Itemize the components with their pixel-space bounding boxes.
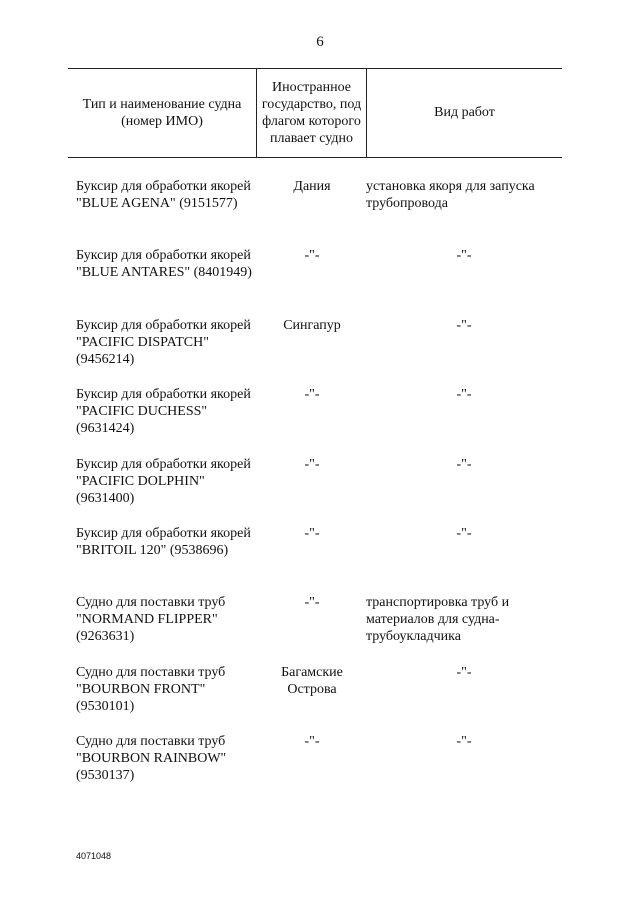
work-cell: -"- bbox=[456, 387, 472, 402]
flag-cell: -"- bbox=[304, 734, 320, 749]
header-work-type: Вид работ bbox=[434, 105, 495, 120]
work-cell: -"- bbox=[456, 734, 472, 749]
vessel-cell: Судно для поставки труб "NORMAND FLIPPER" (9263631) bbox=[76, 595, 226, 644]
flag-cell: -"- bbox=[304, 457, 320, 472]
vessel-cell: Буксир для обработки якорей "BLUE ANTARES" (8401949) bbox=[76, 248, 252, 280]
flag-cell: -"- bbox=[304, 595, 320, 610]
vessel-cell: Судно для поставки труб "BOURBON RAINBOW" (9530137) bbox=[76, 734, 227, 783]
work-cell: -"- bbox=[456, 526, 472, 541]
flag-cell: Дания bbox=[293, 179, 331, 194]
work-cell: установка якоря для запуска трубопровода bbox=[366, 179, 535, 211]
flag-cell: Сингапур bbox=[283, 318, 341, 333]
document-code: 4071048 bbox=[76, 851, 112, 861]
vessel-cell: Буксир для обработки якорей "BLUE AGENA" (9151577) bbox=[76, 179, 251, 211]
flag-cell: Багамские Острова bbox=[281, 665, 343, 697]
work-cell: транспортировка труб и материалов для судна-трубоукладчика bbox=[366, 595, 510, 644]
vessel-cell: Судно для поставки труб "BOURBON FRONT" (9530101) bbox=[76, 665, 226, 714]
work-cell: -"- bbox=[456, 665, 472, 680]
vessel-cell: Буксир для обработки якорей "BRITOIL 120" (9538696) bbox=[76, 526, 251, 558]
header-vessel-type: Тип и наименование судна (номер ИМО) bbox=[82, 96, 242, 129]
header-flag-state: Иностранное государство, под флагом которого плавает судно bbox=[261, 79, 362, 146]
header-bottom-rule bbox=[68, 157, 562, 158]
vessel-cell: Буксир для обработки якорей "PACIFIC DUCHESS" (9631424) bbox=[76, 387, 251, 436]
flag-cell: -"- bbox=[304, 526, 320, 541]
flag-cell: -"- bbox=[304, 248, 320, 263]
vessel-cell: Буксир для обработки якорей "PACIFIC DOLPHIN" (9631400) bbox=[76, 457, 251, 506]
vessel-cell: Буксир для обработки якорей "PACIFIC DISPATCH" (9456214) bbox=[76, 318, 251, 367]
page-number: 6 bbox=[316, 34, 324, 50]
work-cell: -"- bbox=[456, 318, 472, 333]
work-cell: -"- bbox=[456, 457, 472, 472]
flag-cell: -"- bbox=[304, 387, 320, 402]
work-cell: -"- bbox=[456, 248, 472, 263]
